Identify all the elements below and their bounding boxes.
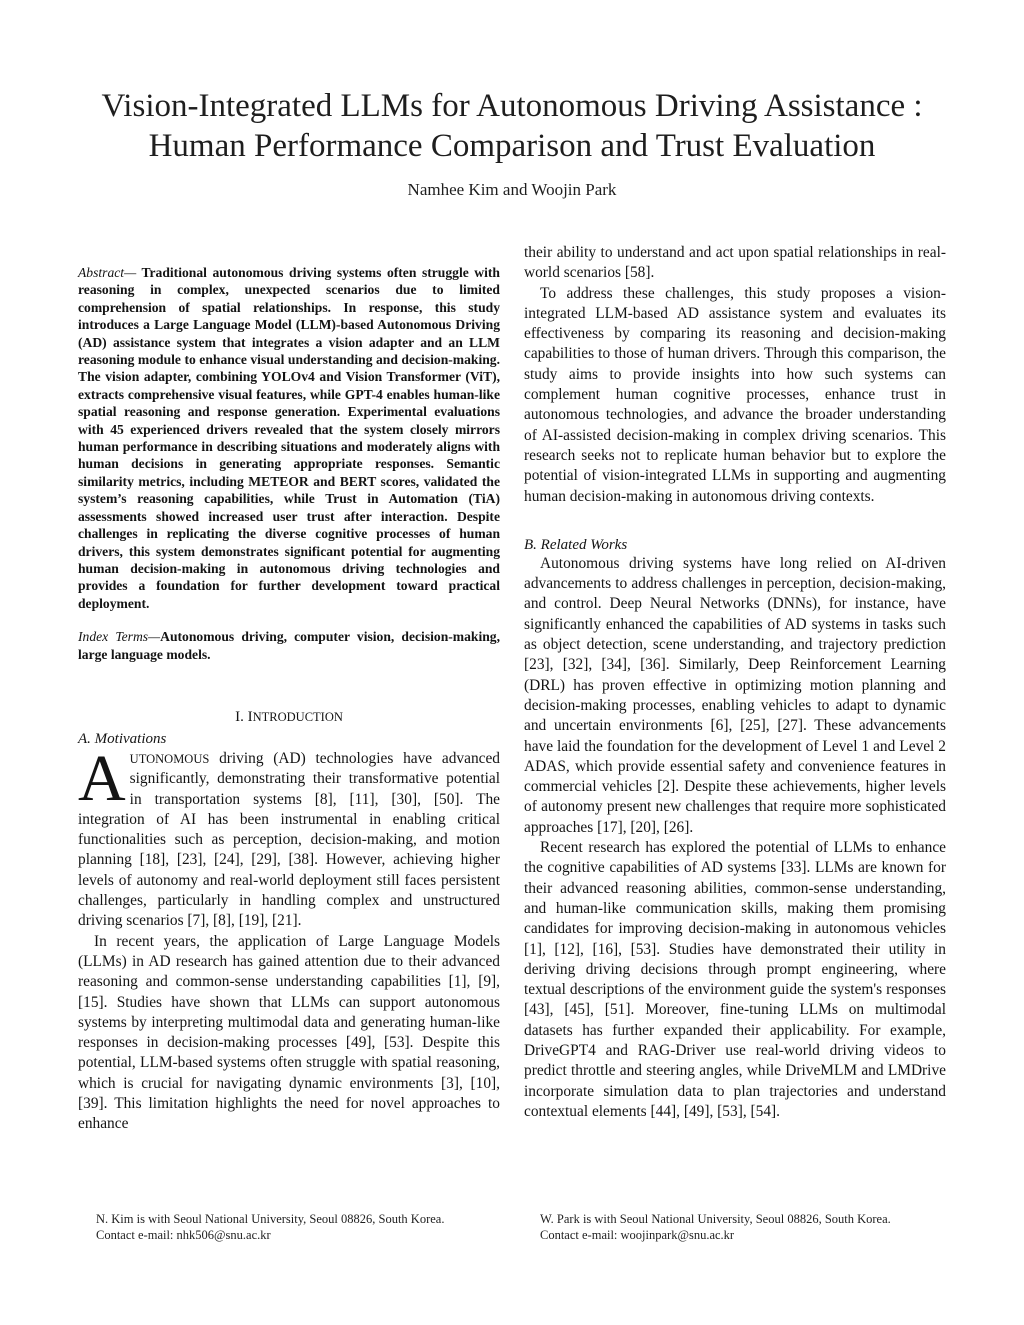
paragraph-motivations-4: To address these challenges, this study proposes a vision-integrated LLM-based AD assistance system and evaluates its effectiveness by comparing its reasoning and decision-making capabilities to those of human drivers. Through this comparison, the study aims to provide insights into how such systems can complement human cognitive processes, enhance trust in autonomous technologies, and advance the broader understanding of AI-assisted decision-making in complex driving scenarios. This research seeks not to replicate human behavior but to explore the potential of vision-integrated LLMs in supporting and augmenting human decision-making in autonomous driving contexts. <box>524 284 946 505</box>
paper-title <box>40 86 984 166</box>
footnote-right-email: Contact e-mail: woojinpark@snu.ac.kr <box>540 1228 735 1242</box>
footnote-left <box>96 1211 444 1243</box>
paragraph-related-works-2: Recent research has explored the potential of LLMs to enhance the cognitive capabilities of AD systems [33]. LLMs are known for their advanced reasoning abilities, common-sense understanding, and human-like communication skills, making them promising candidates for improving decision-making in autonomous vehicles [1], [12], [16], [53]. Studies have demonstrated their utility in deriving driving decisions through prompt engineering, where textual descriptions of the environment guide the system's responses [43], [45], [51]. Moreover, fine-tuning LLMs on multimodal datasets has further expanded their applicability. For example, DriveGPT4 and RAG-Driver use real-world driving videos to predict throttle and steering angles, while DriveMLM and LMDrive incorporate simulation data to plan trajectories and understand contextual elements [44], [49], [53], [54]. <box>524 839 946 1120</box>
paragraph-motivations-1 <box>78 741 500 932</box>
footnote-right <box>540 1211 891 1243</box>
index-terms <box>78 628 500 663</box>
abstract-text: Traditional autonomous driving systems often struggle with reasoning in complex, unexpected scenarios due to limited comprehension of spatial relationships. In response, this study introduces a Large Language Model (LLM)-based Autonomous Driving (AD) assistance system that integrates a vision adapter and an LLM reasoning module to enhance visual understanding and decision-making. The vision adapter, combining YOLOv4 and Vision Transformer (ViT), extracts comprehensive visual features, while GPT-4 enables human-like spatial reasoning and response generation. Experimental evaluations with 45 experienced drivers revealed that the system closely mirrors human performance in describing situations and moderately aligns with human decisions in generating appropriate responses. Semantic similarity metrics, including METEOR and BERT scores, validated the system’s reasoning capabilities, while Trust in Automation (TiA) assessments showed increased user trust after interaction. Despite challenges in replicating the diverse cognitive processes of human drivers, this system demonstrates significant potential for augmenting human decision-making in autonomous driving technologies and provides a foundation for further development toward practical deployment. <box>78 265 500 611</box>
title-line-2: Human Performance Comparison and Trust Evaluation <box>148 128 876 164</box>
abstract-label: Abstract— <box>78 265 137 280</box>
section-number: I. I <box>235 708 253 725</box>
right-column <box>524 243 946 1122</box>
footnote-left-affiliation: N. Kim is with Seoul National University, Seoul 08826, South Korea. <box>96 1212 445 1226</box>
abstract <box>78 264 500 612</box>
subsection-heading-related-works: B. Related Works <box>524 536 628 553</box>
drop-cap-rest: UTONOMOUS <box>129 751 210 766</box>
title-line-1: Vision-Integrated LLMs for Autonomous Driving Assistance : <box>101 88 923 124</box>
drop-cap: A <box>78 741 126 815</box>
section-title: NTRODUCTION <box>252 709 343 724</box>
footnote-left-email: Contact e-mail: nhk506@snu.ac.kr <box>96 1228 271 1242</box>
index-terms-text: Autonomous driving, computer vision, decision-making, large language models. <box>78 629 500 662</box>
paragraph-text: driving (AD) technologies have advanced significantly, demonstrating their transformative potential in transportation systems [8], [11], [30], [50]. The integration of AI has been instrumental in enabling critical functionalities such as perception, decision-making, and motion planning [18], [23], [24], [29], [38]. However, achieving higher levels of autonomy and real-world deployment still faces persistent challenges, particularly in handling complex and unstructured driving scenarios [7], [8], [19], [21]. <box>78 749 500 930</box>
authors: Namhee Kim and Woojin Park <box>407 180 617 199</box>
index-terms-label: Index Terms— <box>78 629 161 645</box>
subsection-heading-motivations: A. Motivations <box>78 730 167 747</box>
section-heading-introduction <box>78 709 500 726</box>
paragraph-motivations-3: their ability to understand and act upon spatial relationships in real-world scenarios [58]. <box>524 244 946 282</box>
paragraph-motivations-2: In recent years, the application of Large Language Models (LLMs) in AD research has gained attention due to their advanced reasoning and common-sense understanding capabilities [1], [9], [15]. Studies have shown that LLMs can support autonomous systems by interpreting multimodal data and generating human-like responses in decision-making processes [49], [53]. Despite this potential, LLM-based systems often struggle with spatial reasoning, which is crucial for navigating dynamic environments [3], [10], [39]. This limitation highlights the need for novel approaches to enhance <box>78 932 500 1133</box>
left-column <box>78 264 500 1135</box>
footnote-right-affiliation: W. Park is with Seoul National University, Seoul 08826, South Korea. <box>540 1212 891 1226</box>
paragraph-related-works-1: Autonomous driving systems have long relied on AI-driven advancements to address challenges in perception, decision-making, and control. Deep Neural Networks (DNNs), for instance, have significantly enhanced the capabilities of AD systems in tasks such as object detection, scene understanding, and trajectory prediction [23], [32], [34], [36]. Similarly, Deep Reinforcement Learning (DRL) has proven effective in optimizing motion planning and decision-making processes, enabling vehicles to adapt to dynamic and uncertain environments [6], [25], [27]. These advancements have laid the foundation for the development of Level 1 and Level 2 ADAS, which provide essential safety and convenience features in commercial vehicles [2]. Despite these achievements, higher levels of autonomy present new challenges that require more sophisticated approaches [17], [20], [26]. <box>524 554 946 836</box>
